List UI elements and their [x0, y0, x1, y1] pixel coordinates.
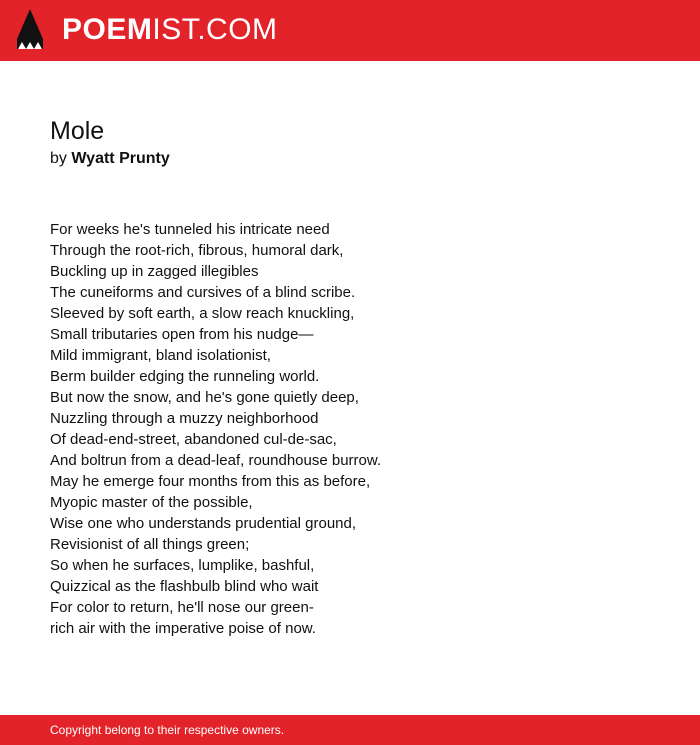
- copyright-text: Copyright belong to their respective owners.: [50, 723, 285, 737]
- poem-line: Of dead-end-street, abandoned cul-de-sac,: [50, 431, 337, 448]
- poem-line: Myopic master of the possible,: [50, 494, 253, 511]
- logo-light-text: IST.COM: [152, 13, 278, 46]
- byline: [50, 149, 170, 169]
- poem-line: Small tributaries open from his nudge—: [50, 326, 314, 343]
- by-label: by: [50, 150, 67, 167]
- author-name: Wyatt Prunty: [71, 150, 170, 167]
- poem-line: But now the snow, and he's gone quietly deep,: [50, 389, 359, 406]
- poem-title: Mole: [50, 117, 105, 145]
- poem-line: Through the root-rich, fibrous, humoral dark,: [50, 242, 344, 259]
- poem-line: Buckling up in zagged illegibles: [50, 263, 259, 280]
- poem-line: So when he surfaces, lumplike, bashful,: [50, 557, 315, 574]
- poem-line: For color to return, he'll nose our green-: [50, 599, 314, 616]
- poem-line: Nuzzling through a muzzy neighborhood: [50, 410, 319, 427]
- poem-line: Sleeved by soft earth, a slow reach knuckling,: [50, 305, 355, 322]
- poem-line: For weeks he's tunneled his intricate need: [50, 221, 330, 238]
- poem-line: Berm builder edging the runneling world.: [50, 368, 320, 385]
- poem-line: And boltrun from a dead-leaf, roundhouse burrow.: [50, 452, 382, 469]
- site-footer: [0, 715, 700, 745]
- poem-line: Revisionist of all things green;: [50, 536, 250, 553]
- poem-line: Quizzical as the flashbulb blind who wait: [50, 578, 319, 595]
- poem-body: [50, 219, 650, 639]
- site-header: [0, 0, 700, 61]
- poem-line: Mild immigrant, bland isolationist,: [50, 347, 271, 364]
- logo-bold-text: POEM: [62, 13, 153, 46]
- poem-line: Wise one who understands prudential ground,: [50, 515, 357, 532]
- poem-line: rich air with the imperative poise of now.: [50, 620, 316, 637]
- poem-line: May he emerge four months from this as before,: [50, 473, 371, 490]
- poem-line: The cuneiforms and cursives of a blind scribe.: [50, 284, 356, 301]
- pencil-tip-icon[interactable]: [17, 9, 43, 51]
- site-logo[interactable]: [62, 13, 278, 47]
